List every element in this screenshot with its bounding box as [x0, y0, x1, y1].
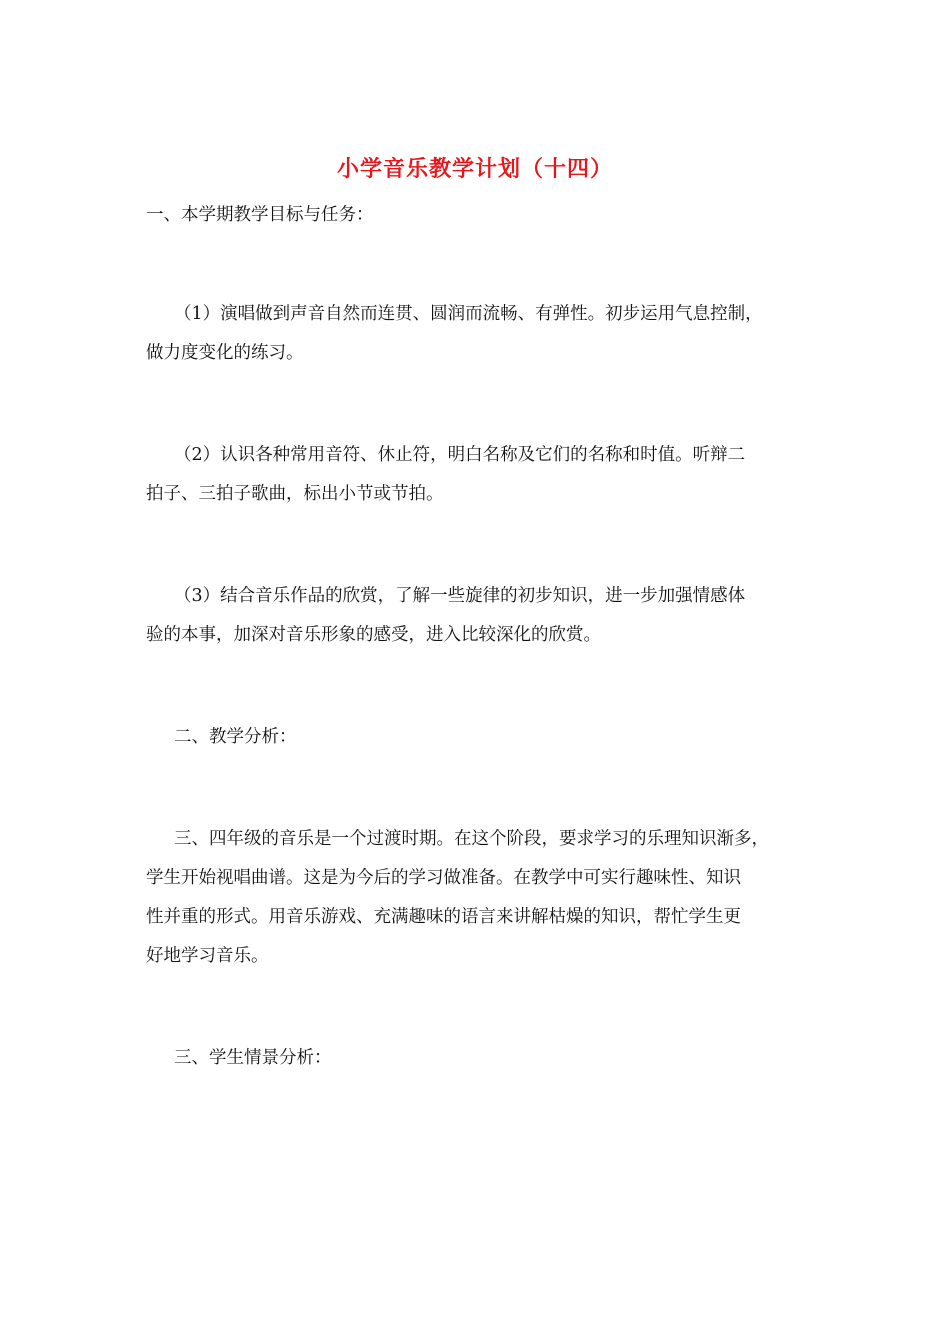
item3-line2: 验的本事，加深对音乐形象的感受，进入比较深化的欣赏。	[146, 625, 601, 645]
section3-para-line2: 学生开始视唱曲谱。这是为今后的学习做准备。在教学中可实行趣味性、知识	[146, 868, 741, 888]
section3-para-line1: 三、四年级的音乐是一个过渡时期。在这个阶段，要求学习的乐理知识渐多，	[174, 829, 769, 849]
item3-line1: （3）结合音乐作品的欣赏，了解一些旋律的初步知识，进一步加强情感体	[174, 586, 746, 606]
item2-line1: （2）认识各种常用音符、休止符，明白名称及它们的名称和时值。听辩二	[174, 445, 746, 465]
section3-heading: 三、学生情景分析：	[174, 1048, 332, 1068]
section1-heading: 一、本学期教学目标与任务：	[146, 205, 374, 225]
item2-line2: 拍子、三拍子歌曲，标出小节或节拍。	[146, 484, 444, 504]
section3-para-line3: 性并重的形式。用音乐游戏、充满趣味的语言来讲解枯燥的知识，帮忙学生更	[146, 907, 741, 927]
section2-heading: 二、教学分析：	[174, 727, 297, 747]
document-title: 小学音乐教学计划（十四）	[336, 156, 613, 182]
item1-line2: 做力度变化的练习。	[146, 343, 304, 363]
item1-line1: （1）演唱做到声音自然而连贯、圆润而流畅、有弹性。初步运用气息控制，	[174, 304, 763, 324]
section3-para-line4: 好地学习音乐。	[146, 946, 269, 966]
